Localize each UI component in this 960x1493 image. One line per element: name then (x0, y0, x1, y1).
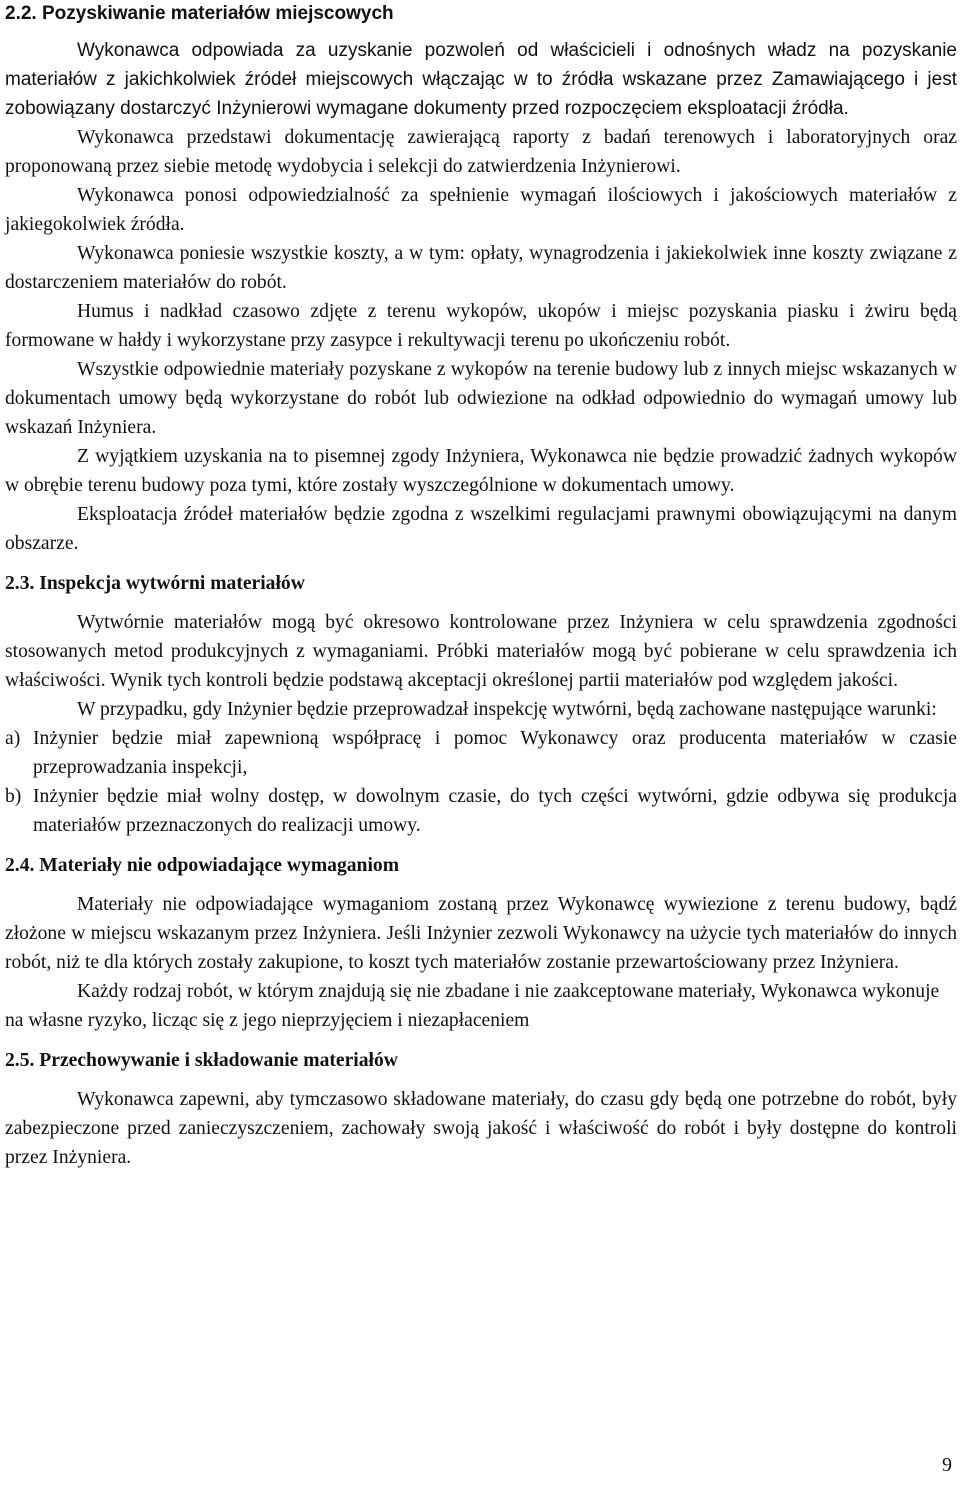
paragraph: Wytwórnie materiałów mogą być okresowo kontrolowane przez Inżyniera w celu sprawdzenia zgodności stosowanych metod produkcyjnych z wymaganiami. Próbki materiałów mogą być pobierane w celu sprawdzenia ich właściwości. Wynik tych kontroli będzie podstawą akceptacji określonej partii materiałów pod względem jakości. (5, 612, 957, 691)
list-marker: b) (5, 786, 22, 807)
document-page (5, 0, 957, 1172)
paragraph: Wykonawca ponosi odpowiedzialność za spełnienie wymagań ilościowych i jakościowych materiałów z jakiegokolwiek źródła. (5, 185, 957, 235)
page-number: 9 (942, 1454, 952, 1476)
paragraph: Wykonawca przedstawi dokumentację zawierającą raporty z badań terenowych i laboratoryjnych oraz proponowaną przez siebie metodę wydobycia i selekcji do zatwierdzenia Inżynierowi. (5, 127, 957, 177)
section-heading: 2.3. Inspekcja wytwórni materiałów (5, 573, 305, 594)
list-marker: a) (5, 728, 21, 749)
paragraph: Wykonawca zapewni, aby tymczasowo składowane materiały, do czasu gdy będą one potrzebne do robót, były zabezpieczone przed zanieczyszczeniem, zachowały swoją jakość i właściwość do robót i były dostępne do kontroli przez Inżyniera. (5, 1089, 957, 1168)
list-item-text: Inżynier będzie miał wolny dostęp, w dowolnym czasie, do tych części wytwórni, gdzie odbywa się produkcja materiałów przeznaczonych do realizacji umowy. (33, 786, 957, 836)
paragraph: Z wyjątkiem uzyskania na to pisemnej zgody Inżyniera, Wykonawca nie będzie prowadzić żadnych wykopów w obrębie terenu budowy poza tymi, które zostały wyszczególnione w dokumentach umowy. (5, 446, 957, 496)
section-2-3 (5, 570, 957, 840)
paragraph: Każdy rodzaj robót, w którym znajdują się nie zbadane i nie zaakceptowane materiały, Wykonawca wykonuje na własne ryzyko, licząc się z jego nieprzyjęciem i niezapłaceniem (5, 981, 940, 1031)
paragraph: W przypadku, gdy Inżynier będzie przeprowadzał inspekcję wytwórni, będą zachowane następujące warunki: (77, 699, 937, 720)
section-heading: 2.2. Pozyskiwanie materiałów miejscowych (5, 3, 394, 24)
section-heading: 2.4. Materiały nie odpowiadające wymaganiom (5, 855, 400, 876)
section-2-4 (5, 852, 957, 1035)
paragraph: Wykonawca odpowiada za uzyskanie pozwoleń od właścicieli i odnośnych władz na pozyskanie materiałów z jakichkolwiek źródeł miejscowych włączając w to źródła wskazane przez Zamawiającego i jest zobowiązany dostarczyć Inżynierowi wymagane dokumenty przed rozpoczęciem eksploatacji źródła. (5, 40, 957, 119)
paragraph: Eksploatacja źródeł materiałów będzie zgodna z wszelkimi regulacjami prawnymi obowiązującymi na danym obszarze. (5, 504, 957, 554)
list-item (5, 724, 957, 782)
section-2-2 (5, 0, 957, 558)
section-heading: 2.5. Przechowywanie i składowanie materiałów (5, 1050, 398, 1071)
list-item (5, 782, 957, 840)
paragraph: Humus i nadkład czasowo zdjęte z terenu wykopów, ukopów i miejsc pozyskania piasku i żwiru będą formowane w hałdy i wykorzystane przy zasypce i rekultywacji terenu po ukończeniu robót. (5, 301, 957, 351)
paragraph: Materiały nie odpowiadające wymaganiom zostaną przez Wykonawcę wywiezione z terenu budowy, bądź złożone w miejscu wskazanym przez Inżyniera. Jeśli Inżynier zezwoli Wykonawcy na użycie tych materiałów do innych robót, niż te dla których zostały zakupione, to koszt tych materiałów zostanie przewartościowany przez Inżyniera. (5, 894, 957, 973)
paragraph: Wykonawca poniesie wszystkie koszty, a w tym: opłaty, wynagrodzenia i jakiekolwiek inne koszty związane z dostarczeniem materiałów do robót. (5, 243, 957, 293)
list-item-text: Inżynier będzie miał zapewnioną współpracę i pomoc Wykonawcy oraz producenta materiałów w czasie przeprowadzania inspekcji, (33, 728, 957, 778)
section-2-5 (5, 1047, 957, 1172)
paragraph: Wszystkie odpowiednie materiały pozyskane z wykopów na terenie budowy lub z innych miejsc wskazanych w dokumentach umowy będą wykorzystane do robót lub odwiezione na odkład odpowiednio do wymagań umowy lub wskazań Inżyniera. (5, 359, 957, 438)
